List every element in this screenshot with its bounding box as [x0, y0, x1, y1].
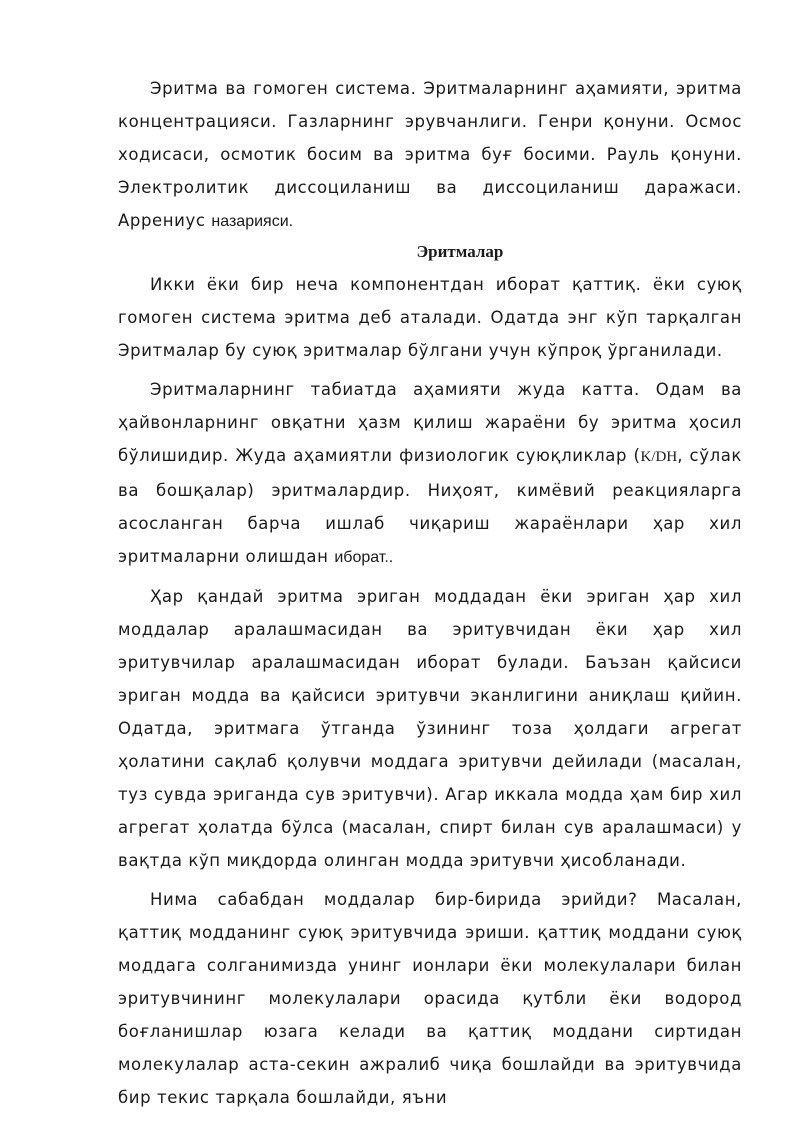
paragraph-importance: [118, 373, 742, 574]
intro-paragraph: [118, 72, 742, 238]
paragraph-importance-text-b: , сўлак ва бошқалар) эритмалардир. Ниҳоят, кимёвий реакцияларга асосланган барча ишлаб чиқариш жараёнлари ҳар хил эритмаларни олишдан: [118, 446, 742, 566]
paragraph-importance-tail: иборат..: [334, 549, 394, 566]
document-page: [118, 72, 742, 1114]
paragraph-dissolution: Нима сабабдан моддалар бир-бирида эрийди? Масалан, қаттиқ модданинг суюқ эритувчида эриши. қаттиқ моддани суюқ моддага солганимизда унинг ионлари ёки молекулалари билан эритувчининг молекулалари орасида қутбли ёки водород боғланишлар юзага келади ва қаттиқ моддани сиртидан молекулалар аста-секин ажралиб чиқа бошлайди ва эритувчида бир текис тарқала бошлайди, яъни: [118, 890, 742, 1107]
intro-tail: назарияси.: [211, 213, 294, 230]
paragraph-importance-text-a: Эритмаларнинг табиатда аҳамияти жуда катта. Одам ва ҳайвонларнинг овқатни ҳазм қилиш жараёни бу эритма ҳосил бўлишидир. Жуда аҳамиятли физиологик суюқликлар (: [118, 380, 742, 465]
paragraph-definition: Икки ёки бир неча компонентдан иборат қаттиқ. ёки суюқ гомоген система эритма деб аталади. Одатда энг кўп тарқалган Эритмалар бу суюқ эритмалар бўлгани учун кўпроқ ўрганилади.: [118, 275, 742, 360]
intro-text: Эритма ва гомоген система. Эритмаларнинг аҳамияти, эритма концентрацияси. Газларнинг эрувчанлиги. Генри қонуни. Осмос ходисаси, осмотик босим ва эритма буғ босими. Рауль қонуни. Электролитик диссоциланиш ва диссоциланиш даражаси. Аррениус: [118, 79, 742, 230]
abbreviation: K/DH: [640, 449, 678, 465]
paragraph-solvent: Ҳар қандай эритма эриган моддадан ёки эриган ҳар хил моддалар аралашмасидан ва эритувчидан ёки ҳар хил эритувчилар аралашмасидан иборат булади. Баъзан қайсиси эриган модда ва қайсиси эритувчи эканлигини аниқлаш қийин. Одатда, эритмага ўтганда ўзининг тоза ҳолдаги агрегат ҳолатини сақлаб қолувчи моддага эритувчи дейилади (масалан, туз сувда эриганда сув эритувчи). Агар иккала модда ҳам бир хил агрегат ҳолатда бўлса (масалан, спирт билан сув аралашмаси) у вақтда кўп миқдорда олинган модда эритувчи ҳисобланади.: [118, 587, 742, 870]
section-heading: Эритмалар: [416, 242, 504, 261]
